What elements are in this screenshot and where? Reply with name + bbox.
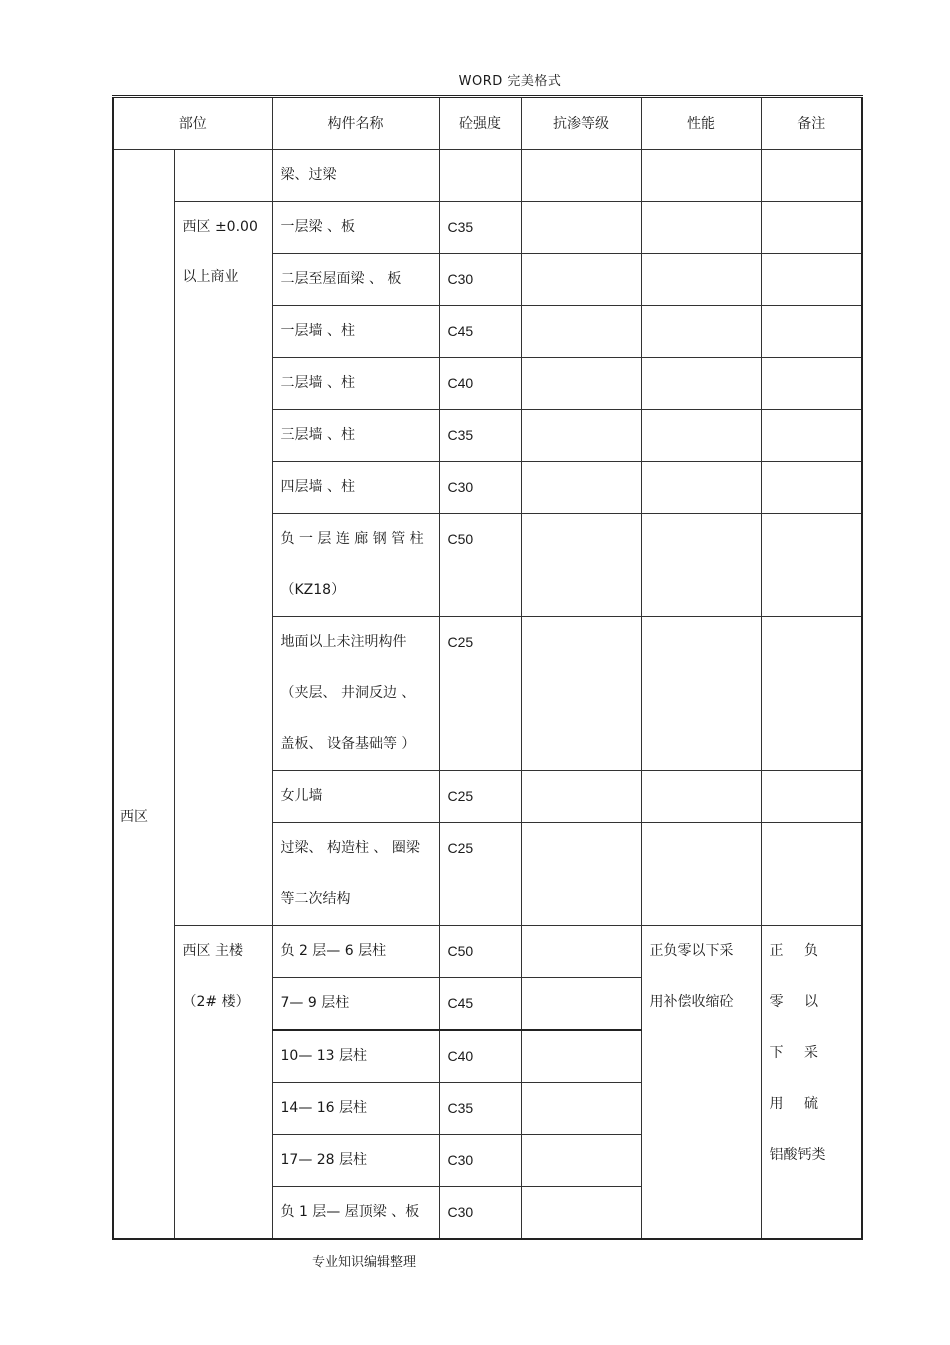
component-cell: 二层墙 、柱 xyxy=(272,358,439,410)
strength-cell: C30 xyxy=(439,1135,521,1187)
performance-note-line: 正负零以下采 xyxy=(649,943,734,959)
header-remark: 备注 xyxy=(761,97,862,150)
component-cell: 7— 9 层柱 xyxy=(272,978,439,1031)
component-cell: 女儿墙 xyxy=(272,771,439,823)
group-label-line1: 西区 主楼 xyxy=(182,943,243,959)
group-label-line2: （2# 楼） xyxy=(182,994,250,1010)
header-component: 构件名称 xyxy=(272,97,439,150)
remark-cell xyxy=(761,358,862,410)
remark-cell xyxy=(761,254,862,306)
component-line: 等二次结构 xyxy=(280,891,351,907)
header-strength: 砼强度 xyxy=(439,97,521,150)
strength-cell: C45 xyxy=(439,978,521,1031)
strength-cell xyxy=(439,150,521,202)
area-cell xyxy=(113,150,174,1240)
strength-cell: C35 xyxy=(439,202,521,254)
strength-cell: C40 xyxy=(439,358,521,410)
impermeability-cell xyxy=(521,358,641,410)
component-cell: 四层墙 、柱 xyxy=(272,462,439,514)
performance-cell xyxy=(641,617,761,771)
group-cell-empty xyxy=(174,150,272,202)
strength-cell: C50 xyxy=(439,514,521,617)
performance-note-cell xyxy=(641,926,761,1240)
component-cell: 负 1 层— 屋顶梁 、板 xyxy=(272,1187,439,1240)
group-label-line2: 以上商业 xyxy=(182,269,239,285)
strength-cell: C45 xyxy=(439,306,521,358)
component-cell: 一层墙 、柱 xyxy=(272,306,439,358)
component-cell: 17— 28 层柱 xyxy=(272,1135,439,1187)
component-line: （夹层、 井洞反边 、 xyxy=(280,685,416,701)
header-location: 部位 xyxy=(113,97,272,150)
remark-note-line: 正 负 零 以 xyxy=(769,943,826,1010)
group-label-line1: 西区 ±0.00 xyxy=(182,219,258,235)
component-cell xyxy=(272,514,439,617)
strength-cell: C30 xyxy=(439,1187,521,1240)
performance-cell xyxy=(641,823,761,926)
header-text: WORD 完美格式 xyxy=(458,74,562,89)
table-header-row xyxy=(113,97,862,150)
area-label: 西区 xyxy=(120,809,148,825)
component-line: 地面以上未注明构件 xyxy=(280,634,407,650)
performance-cell xyxy=(641,771,761,823)
remark-cell xyxy=(761,410,862,462)
component-line: 盖板、 设备基础等 ） xyxy=(280,736,416,752)
performance-cell xyxy=(641,462,761,514)
remark-cell xyxy=(761,617,862,771)
impermeability-cell xyxy=(521,306,641,358)
remark-cell xyxy=(761,514,862,617)
component-cell: 二层至屋面梁 、 板 xyxy=(272,254,439,306)
component-line: （KZ18） xyxy=(280,582,346,598)
strength-cell: C50 xyxy=(439,926,521,978)
strength-cell: C35 xyxy=(439,1083,521,1135)
remark-cell xyxy=(761,771,862,823)
header-performance: 性能 xyxy=(641,97,761,150)
strength-cell: C25 xyxy=(439,617,521,771)
component-line: 过梁、 构造柱 、 圈梁 xyxy=(280,840,420,856)
strength-cell: C40 xyxy=(439,1030,521,1083)
impermeability-cell xyxy=(521,978,641,1031)
performance-note-line: 用补偿收缩砼 xyxy=(649,994,734,1010)
remark-cell xyxy=(761,202,862,254)
performance-cell xyxy=(641,410,761,462)
impermeability-cell xyxy=(521,771,641,823)
performance-cell xyxy=(641,150,761,202)
strength-cell: C30 xyxy=(439,462,521,514)
remark-cell xyxy=(761,462,862,514)
impermeability-cell xyxy=(521,1083,641,1135)
group-cell-commercial xyxy=(174,202,272,926)
component-cell: 一层梁 、板 xyxy=(272,202,439,254)
component-cell: 14— 16 层柱 xyxy=(272,1083,439,1135)
remark-cell xyxy=(761,306,862,358)
table-row xyxy=(113,202,862,254)
impermeability-cell xyxy=(521,202,641,254)
component-cell xyxy=(272,617,439,771)
component-cell xyxy=(272,823,439,926)
impermeability-cell xyxy=(521,514,641,617)
remark-note-line: 下 采 用 硫 xyxy=(769,1045,826,1112)
table-row xyxy=(113,926,862,978)
impermeability-cell xyxy=(521,150,641,202)
impermeability-cell xyxy=(521,410,641,462)
strength-cell: C25 xyxy=(439,771,521,823)
performance-cell xyxy=(641,202,761,254)
component-cell: 梁、过梁 xyxy=(272,150,439,202)
impermeability-cell xyxy=(521,462,641,514)
component-line: 负 一 层 连 廊 钢 管 柱 xyxy=(280,531,424,547)
remark-cell xyxy=(761,823,862,926)
impermeability-cell xyxy=(521,1187,641,1240)
performance-cell xyxy=(641,306,761,358)
performance-cell xyxy=(641,358,761,410)
component-cell: 负 2 层— 6 层柱 xyxy=(272,926,439,978)
remark-cell xyxy=(761,150,862,202)
strength-cell: C35 xyxy=(439,410,521,462)
strength-cell: C30 xyxy=(439,254,521,306)
page-header xyxy=(0,70,950,89)
remark-note-line: 铝酸钙类 xyxy=(769,1147,826,1163)
remark-note-cell xyxy=(761,926,862,1240)
header-impermeability: 抗渗等级 xyxy=(521,97,641,150)
impermeability-cell xyxy=(521,617,641,771)
impermeability-cell xyxy=(521,926,641,978)
impermeability-cell xyxy=(521,823,641,926)
component-cell: 10— 13 层柱 xyxy=(272,1030,439,1083)
component-cell: 三层墙 、柱 xyxy=(272,410,439,462)
strength-cell: C25 xyxy=(439,823,521,926)
concrete-strength-table xyxy=(112,95,863,1240)
impermeability-cell xyxy=(521,1135,641,1187)
group-cell-main-tower xyxy=(174,926,272,1240)
impermeability-cell xyxy=(521,1030,641,1083)
performance-cell xyxy=(641,514,761,617)
table-row xyxy=(113,150,862,202)
performance-cell xyxy=(641,254,761,306)
page-footer: 专业知识编辑整理 xyxy=(312,1255,417,1270)
impermeability-cell xyxy=(521,254,641,306)
